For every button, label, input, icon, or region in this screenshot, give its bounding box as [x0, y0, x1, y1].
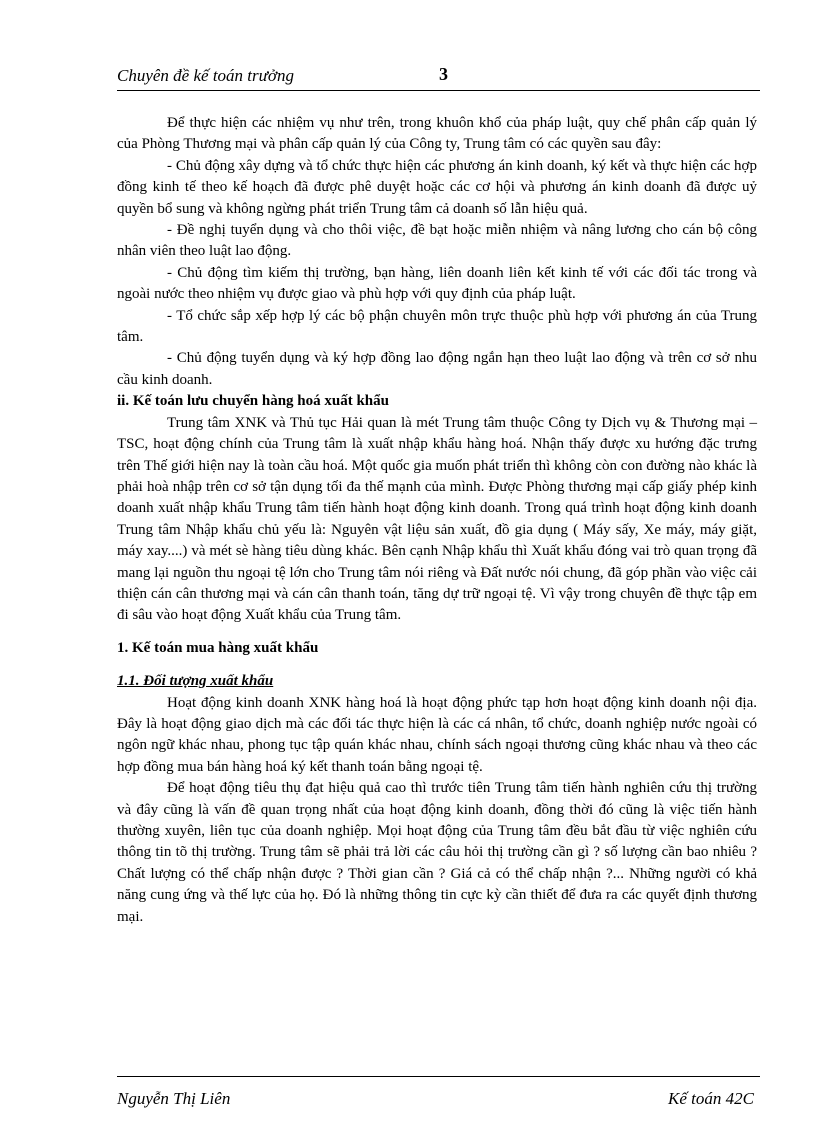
- bullet-item: - Chủ động tuyển dụng và ký hợp đồng lao động ngắn hạn theo luật lao động và trên cơ sở nhu cầu kinh doanh.: [117, 350, 757, 388]
- document-body: [117, 113, 757, 928]
- paragraph-xnk-activity: Hoạt động kinh doanh XNK hàng hoá là hoạt động phức tạp hơn hoạt động kinh doanh nội địa. Đây là hoạt động giao dịch mà các đối tác thực hiện là các cá nhân, tổ chức, doanh nghiệp nước ngoài có ngôn ngữ khác nhau, phong tục tập quán khác nhau, chính sách ngoại thương cũng khác nhau và theo các hợp đồng mua bán hàng hoá ký kết thanh toán bằng ngoại tệ.: [117, 694, 757, 775]
- footer-author: Nguyễn Thị Liên: [117, 1089, 231, 1108]
- page-header: [117, 64, 760, 91]
- bullet-item: - Chủ động xây dựng và tổ chức thực hiện các phương án kinh doanh, ký kết và thực hiện các hợp đồng kinh tế theo kế hoạch đã được phê duyệt hoặc các cơ hội và phương án kinh doanh đã được uỷ quyền bổ sung và không ngừng phát triển Trung tâm cả doanh số lẫn hiệu quả.: [117, 157, 757, 217]
- header-title: Chuyên đề kế toán trưởng: [117, 66, 294, 85]
- bullet-item: - Đề nghị tuyển dụng và cho thôi việc, đề bạt hoặc miễn nhiệm và nâng lương cho cán bộ công nhân viên theo luật lao động.: [117, 222, 757, 260]
- paragraph-trade-center: Trung tâm XNK và Thủ tục Hải quan là mét Trung tâm thuộc Công ty Dịch vụ & Thương mại – TSC, hoạt động chính của Trung tâm là xuất nhập khẩu hàng hoá. Nhận thấy được xu hướng đặc trưng trên Thế giới hiện nay là toàn cầu hoá. Một quốc gia muốn phát triển thì không còn con đường nào khác là phải hoà nhập trên cơ sở tận dụng tối đa thế mạnh của mình. Được Phòng thương mại cấp giấy phép kinh doanh xuất nhập khẩu Trung tâm tiến hành hoạt động kinh doanh. Trong quá trình hoạt động kinh doanh Trung tâm Nhập khẩu chủ yếu là: Nguyên vật liệu sản xuất, đồ gia dụng ( Máy sấy, Xe máy, máy giặt, máy xay....) và mét sè hàng tiêu dùng khác. Bên cạnh Nhập khẩu thì Xuất khẩu đóng vai trò quan trọng đã mang lại nguồn thu ngoại tệ lớn cho Trung tâm nói riêng và Đất nước nói chung, đã góp phần vào việc cải thiện cán cân thương mại và cán cân thanh toán, tăng dự trữ ngoại tệ. Vì vậy trong chuyên đề thực tập em đi sâu vào hoạt động Xuất khẩu của Trung tâm.: [117, 414, 757, 624]
- section-heading-1: 1. Kế toán mua hàng xuất khẩu: [117, 639, 319, 656]
- bullet-item: - Chủ động tìm kiếm thị trường, bạn hàng, liên doanh liên kết kinh tế với các đối tác trong và ngoài nước theo nhiệm vụ được giao và phù hợp với quy định của pháp luật.: [117, 264, 757, 303]
- section-heading-ii: ii. Kế toán lưu chuyển hàng hoá xuất khẩu: [117, 393, 389, 410]
- bullet-item: - Tổ chức sắp xếp hợp lý các bộ phận chuyên môn trực thuộc phù hợp với phương án của Trung tâm.: [117, 307, 757, 346]
- paragraph-market-research: Để hoạt động tiêu thụ đạt hiệu quả cao thì trước tiên Trung tâm tiến hành nghiên cứu thị trường và đây cũng là vấn đề quan trọng nhất của hoạt động kinh doanh, đồng thời đó cũng là việc tiến hành thường xuyên, liên tục của doanh nghiệp. Mọi hoạt động của Trung tâm đều bắt đầu từ việc nghiên cứu thông tin tõ thị trường. Trung tâm sẽ phải trả lời các câu hỏi thị trường cần gì ? số lượng cần bao nhiêu ? Chất lượng có thể chấp nhận được ? Thời gian cần ? Giá cả có thể chấp nhận ?... Những người có khả năng cung ứng và thế lực của họ. Đó là những thông tin cực kỳ cần thiết để đưa ra các quyết định thương mại.: [117, 780, 757, 925]
- subsection-heading-1-1: 1.1. Đối tượng xuất khẩu: [117, 673, 274, 690]
- page-number: 3: [439, 64, 448, 84]
- page-footer: [117, 1076, 760, 1111]
- footer-class: Kế toán 42C: [668, 1089, 754, 1108]
- paragraph-intro: Để thực hiện các nhiệm vụ như trên, trong khuôn khổ của pháp luật, quy chế phân cấp quản lý của Phòng Thương mại và phân cấp quản lý của Công ty, Trung tâm có các quyền sau đây:: [117, 115, 757, 153]
